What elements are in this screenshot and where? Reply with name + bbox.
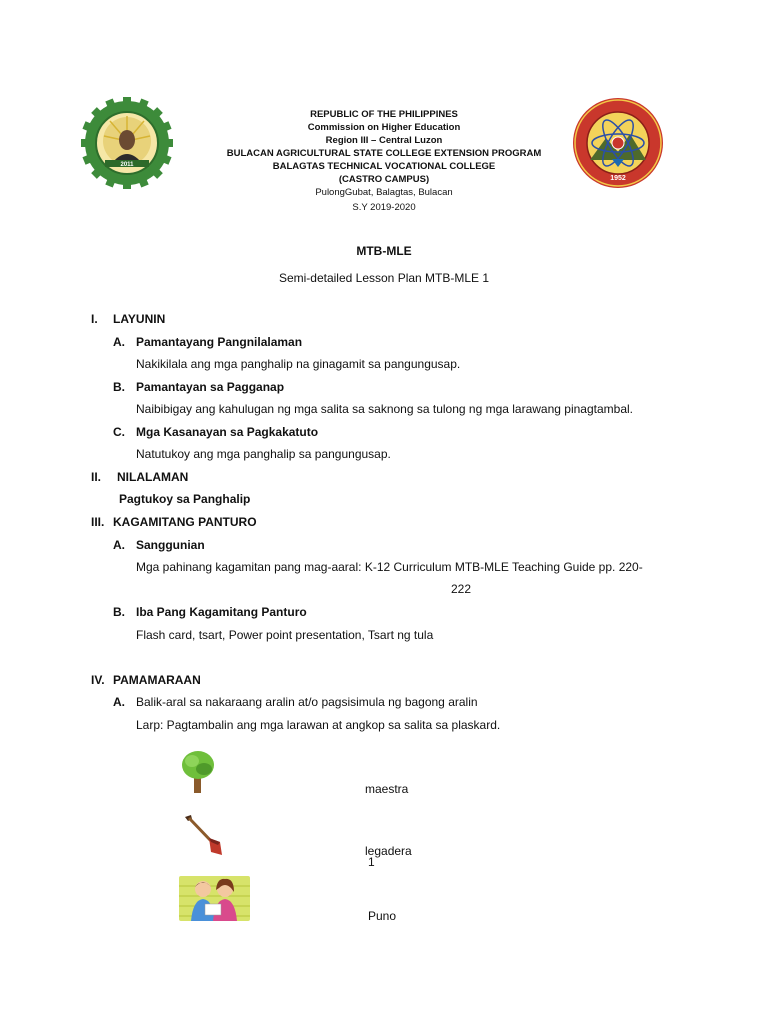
subsection-letter: A. [113,538,125,552]
nilalaman-text: Pagtukoy sa Panghalip [119,492,251,506]
section-number: III. [91,515,105,529]
body-text: Balik-aral sa nakaraang aralin at/o pagsisimula ng bagong aralin [136,695,478,709]
page-number: 1 [368,855,375,869]
body-text: Mga pahinang kagamitan pang mag-aaral: K-12 Curriculum MTB-MLE Teaching Guide pp. 220- [136,560,643,574]
section-title-layunin: LAYUNIN [113,312,166,326]
word-card-puno: Puno [368,909,397,923]
larp-instruction: Larp: Pagtambalin ang mga larawan at angkop sa salita sa plaskard. [136,718,501,732]
subsection-title: Pamantayan sa Pagganap [136,380,285,394]
body-text: Natutukoy ang mga panghalip sa pangungusap. [136,447,391,461]
teacher-people-picture [179,876,250,921]
section-title-pamamaraan: PAMAMARAAN [113,673,201,687]
section-title-kagamitang-panturo: KAGAMITANG PANTURO [113,515,257,529]
section-number: II. [91,470,102,484]
header-address: PulongGubat, Balagtas, Bulacan [315,187,453,198]
subsection-letter: A. [113,335,125,349]
section-title-nilalaman: NILALAMAN [117,470,189,484]
body-text-continued: 222 [451,582,472,596]
header-school-year: S.Y 2019-2020 [352,202,416,213]
word-card-maestra: maestra [365,782,409,796]
shovel-picture [182,812,228,858]
subsection-title: Pamantayang Pangnilalaman [136,335,303,349]
subsection-letter: B. [113,380,125,394]
svg-text:2011: 2011 [120,162,134,168]
header-republic: REPUBLIC OF THE PHILIPPINES [310,109,458,120]
subsection-letter: B. [113,605,125,619]
section-number: IV. [91,673,105,687]
body-text: Flash card, tsart, Power point presentation, Tsart ng tula [136,628,434,642]
section-number: I. [91,312,98,326]
svg-text:1952: 1952 [610,175,626,182]
subsection-title: Mga Kasanayan sa Pagkakatuto [136,425,319,439]
header-ched: Commission on Higher Education [307,122,461,133]
page-subtitle: Semi-detailed Lesson Plan MTB-MLE 1 [278,271,490,285]
header-college: BALAGTAS TECHNICAL VOCATIONAL COLLEGE [272,161,496,172]
header-basc-program: BULACAN AGRICULTURAL STATE COLLEGE EXTENSION PROGRAM [226,148,542,159]
subsection-letter: A. [113,695,125,709]
word-card-legadera: legadera [365,844,412,858]
subsection-title: Iba Pang Kagamitang Panturo [136,605,307,619]
header-campus: (CASTRO CAMPUS) [338,174,430,185]
page-title: MTB-MLE [356,244,412,258]
header-region: Region III – Central Luzon [325,135,443,146]
body-text: Naibibigay ang kahulugan ng mga salita sa saknong sa tulong ng mga larawang pinagtambal. [136,402,633,416]
tree-picture [181,750,215,794]
body-text: Nakikilala ang mga panghalip na ginagamit sa pangungusap. [136,357,461,371]
subsection-title: Sanggunian [136,538,205,552]
subsection-letter: C. [113,425,125,439]
